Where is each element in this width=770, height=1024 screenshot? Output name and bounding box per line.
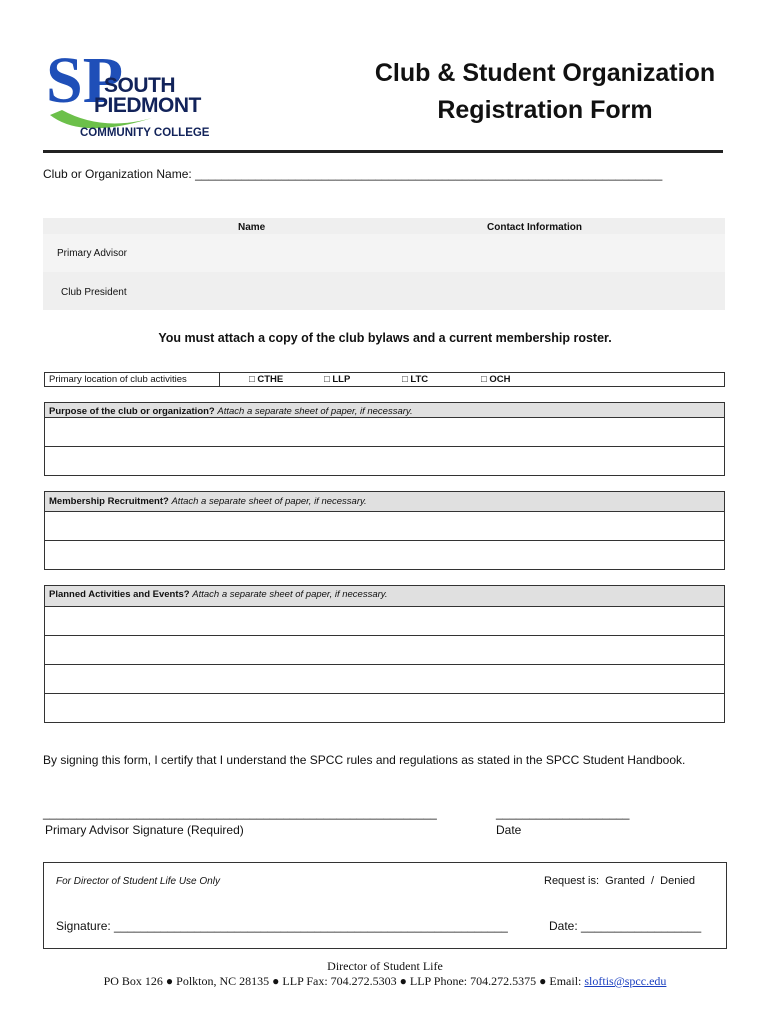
location-option-llp[interactable]: □ LLP xyxy=(324,374,351,385)
contact-column-header: Contact Information xyxy=(487,222,582,233)
club-president-row[interactable] xyxy=(43,272,725,310)
form-title xyxy=(340,55,750,129)
purpose-line-2[interactable] xyxy=(44,447,725,476)
membership-section-header xyxy=(44,491,725,512)
director-use-only-label: For Director of Student Life Use Only xyxy=(56,876,220,887)
certification-statement: By signing this form, I certify that I understand the SPCC rules and regulations as stated in the SPCC Student Handbook. xyxy=(43,753,686,767)
form-title-line1: Club & Student Organization xyxy=(374,59,716,87)
footer-title: Director of Student Life xyxy=(327,959,443,973)
activities-line-1[interactable] xyxy=(44,607,725,636)
activities-line-4[interactable] xyxy=(44,694,725,723)
logo-letters: SP xyxy=(46,44,124,117)
logo-line-piedmont: PIEDMONT xyxy=(94,94,201,117)
advisor-date-line[interactable]: ____________________ xyxy=(496,806,630,820)
purpose-section-header xyxy=(44,402,725,418)
attachment-notice: You must attach a copy of the club bylaws and a current membership roster. xyxy=(158,331,612,345)
primary-advisor-label: Primary Advisor xyxy=(57,248,128,259)
footer-email-link[interactable]: sloftis@spcc.edu xyxy=(584,974,667,988)
membership-note: Attach a separate sheet of paper, if necessary. xyxy=(171,496,367,507)
request-status[interactable]: Request is: Granted / Denied xyxy=(544,875,696,887)
activities-section-header xyxy=(44,585,725,607)
activities-line-3[interactable] xyxy=(44,665,725,694)
advisor-signature-label: Primary Advisor Signature (Required) xyxy=(45,823,244,837)
logo-line-south: SOUTH xyxy=(104,74,175,97)
membership-line-1[interactable] xyxy=(44,512,725,541)
primary-advisor-row[interactable] xyxy=(43,234,725,272)
activities-line-2[interactable] xyxy=(44,636,725,665)
purpose-note: Attach a separate sheet of paper, if necessary. xyxy=(217,406,413,417)
membership-line-2[interactable] xyxy=(44,541,725,570)
header-rule xyxy=(43,150,723,153)
location-option-ltc[interactable]: □ LTC xyxy=(402,374,429,385)
club-president-label: Club President xyxy=(61,287,127,298)
org-name-field[interactable]: Club or Organization Name: ______________________________________________________________________ xyxy=(43,167,663,181)
advisor-date-label: Date xyxy=(496,823,522,837)
membership-label: Membership Recruitment? xyxy=(49,496,169,507)
location-option-och[interactable]: □ OCH xyxy=(481,374,511,385)
director-date-line[interactable]: Date: __________________ xyxy=(549,919,702,933)
form-title-line2: Registration Form xyxy=(437,96,653,124)
location-label: Primary location of club activities xyxy=(44,372,220,387)
activities-note: Attach a separate sheet of paper, if necessary. xyxy=(192,589,388,600)
name-column-header: Name xyxy=(238,222,266,233)
footer-contact xyxy=(0,974,770,989)
director-signature-line[interactable]: Signature: ___________________________________________________________ xyxy=(56,919,508,933)
logo-line-college: COMMUNITY COLLEGE xyxy=(80,127,210,139)
purpose-line-1[interactable] xyxy=(44,418,725,447)
location-option-cthe[interactable]: □ CTHE xyxy=(249,374,284,385)
footer-address: PO Box 126 ● Polkton, NC 28135 ● LLP Fax: 704.272.5303 ● LLP Phone: 704.272.5375 ● Email: xyxy=(103,974,585,988)
activities-label: Planned Activities and Events? xyxy=(49,589,190,600)
purpose-label: Purpose of the club or organization? xyxy=(49,406,215,417)
advisor-signature-line[interactable]: ___________________________________________________________ xyxy=(43,806,437,820)
